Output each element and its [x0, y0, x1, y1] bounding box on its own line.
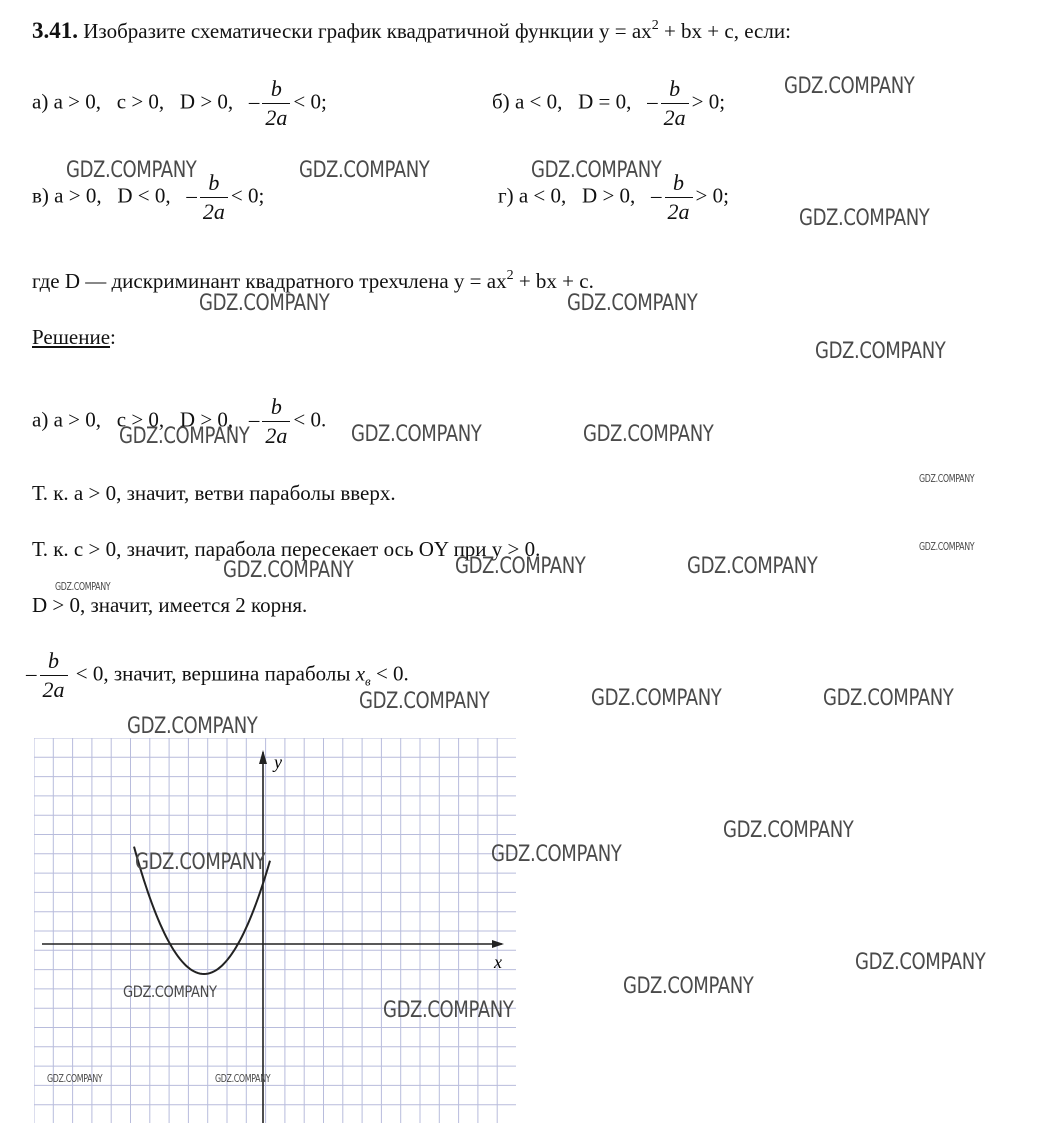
solution-case-a-label: а) [32, 407, 49, 432]
problem-statement: Изобразите схематически график квадратичной функции y = ax [83, 19, 652, 43]
line4-variable: x [355, 661, 366, 686]
fraction-numerator: b [208, 170, 220, 195]
watermark: GDZ.COMPANY [127, 714, 258, 739]
condition-a-tail: < 0; [293, 89, 327, 114]
definition-text: где D — дискриминант квадратного трехчлена y = ax [32, 269, 507, 293]
watermark: GDZ.COMPANY [123, 982, 217, 1001]
solution-line-3: D > 0, значит, имеется 2 корня. [32, 593, 308, 617]
fraction-numerator: b [270, 76, 282, 101]
solution-line-1: Т. к. a > 0, значит, ветви параболы вверх. [32, 481, 396, 505]
watermark: GDZ.COMPANY [855, 950, 986, 975]
watermark: GDZ.COMPANY [359, 689, 490, 714]
solution-line-4 [26, 650, 409, 701]
condition-b-tail: > 0; [691, 89, 726, 114]
line4-fraction [40, 650, 68, 701]
watermark: GDZ.COMPANY [199, 291, 330, 316]
watermark: GDZ.COMPANY [815, 339, 946, 364]
watermark: GDZ.COMPANY [119, 424, 250, 449]
statement-exponent: 2 [651, 18, 659, 33]
condition-v-tail: < 0; [230, 183, 265, 208]
condition-b-fraction [661, 78, 689, 129]
solution-heading [32, 324, 116, 350]
fraction-numerator: b [48, 648, 59, 673]
watermark: GDZ.COMPANY [799, 206, 930, 231]
fraction-denominator: 2a [262, 421, 290, 447]
condition-g-fraction [665, 172, 693, 223]
watermark: GDZ.COMPANY [351, 422, 482, 447]
condition-v-label: в) [32, 183, 49, 208]
condition-a-label: а) [32, 89, 49, 114]
watermark: GDZ.COMPANY [823, 686, 954, 711]
watermark: GDZ.COMPANY [723, 818, 854, 843]
watermark: GDZ.COMPANY [223, 558, 354, 583]
condition-a [32, 78, 327, 129]
solution-heading-colon: : [110, 325, 116, 349]
fraction-denominator: 2a [665, 197, 693, 223]
x-axis-arrow [492, 940, 504, 948]
watermark: GDZ.COMPANY [531, 158, 662, 183]
line4-minus: – [26, 661, 37, 686]
condition-a-fraction [262, 78, 290, 129]
watermark: GDZ.COMPANY [47, 1072, 103, 1085]
watermark: GDZ.COMPANY [919, 472, 975, 485]
line4-tail: < 0. [370, 661, 409, 686]
watermark: GDZ.COMPANY [455, 554, 586, 579]
fraction-denominator: 2a [262, 103, 290, 129]
problem-header [32, 18, 791, 44]
condition-g-tail: > 0; [695, 183, 729, 208]
fraction-denominator: 2a [200, 197, 228, 223]
fraction-numerator: b [673, 170, 685, 195]
condition-g-label: г) [498, 183, 514, 208]
condition-b-label: б) [492, 89, 510, 114]
watermark: GDZ.COMPANY [55, 580, 111, 593]
watermark: GDZ.COMPANY [567, 291, 698, 316]
definition-exponent: 2 [506, 268, 514, 283]
fraction-numerator: b [669, 76, 681, 101]
problem-number: 3.41. [32, 18, 78, 43]
condition-a-text: a > 0, c > 0, D > 0, – [53, 89, 260, 114]
watermark: GDZ.COMPANY [66, 158, 197, 183]
solution-case-a-text: a > 0, c > 0, D > 0, – [53, 407, 260, 432]
solution-case-a-tail: < 0. [293, 407, 327, 432]
watermark: GDZ.COMPANY [583, 422, 714, 447]
line4-text: < 0, значит, вершина параболы [70, 661, 356, 686]
parabola-graph [34, 738, 516, 1123]
line4-subscript: в [365, 673, 371, 689]
condition-g-text: a < 0, D > 0, – [518, 183, 662, 208]
watermark: GDZ.COMPANY [591, 686, 722, 711]
watermark: GDZ.COMPANY [687, 554, 818, 579]
definition-tail: + bx + c. [513, 269, 594, 293]
watermark: GDZ.COMPANY [135, 850, 266, 875]
graph-grid [34, 738, 516, 1123]
y-axis-label: y [274, 752, 282, 772]
watermark: GDZ.COMPANY [784, 74, 915, 99]
watermark: GDZ.COMPANY [215, 1072, 271, 1085]
condition-v-fraction [200, 172, 228, 223]
watermark: GDZ.COMPANY [299, 158, 430, 183]
watermark: GDZ.COMPANY [383, 998, 514, 1023]
condition-v-text: a > 0, D < 0, – [54, 183, 197, 208]
watermark: GDZ.COMPANY [491, 842, 622, 867]
watermark: GDZ.COMPANY [919, 540, 975, 553]
x-axis-label: x [494, 952, 502, 972]
solution-heading-text: Решение [32, 325, 111, 349]
condition-b [492, 78, 725, 129]
fraction-numerator: b [270, 394, 282, 419]
fraction-denominator: 2a [661, 103, 689, 129]
problem-statement-tail: + bx + c, если: [658, 19, 791, 43]
watermark: GDZ.COMPANY [623, 974, 754, 999]
condition-b-text: a < 0, D = 0, – [514, 89, 658, 114]
fraction-denominator: 2a [40, 675, 68, 701]
solution-case-a-fraction [262, 396, 290, 447]
solution-line-2: Т. к. c > 0, значит, парабола пересекает ось OY при y > 0. [32, 537, 541, 561]
